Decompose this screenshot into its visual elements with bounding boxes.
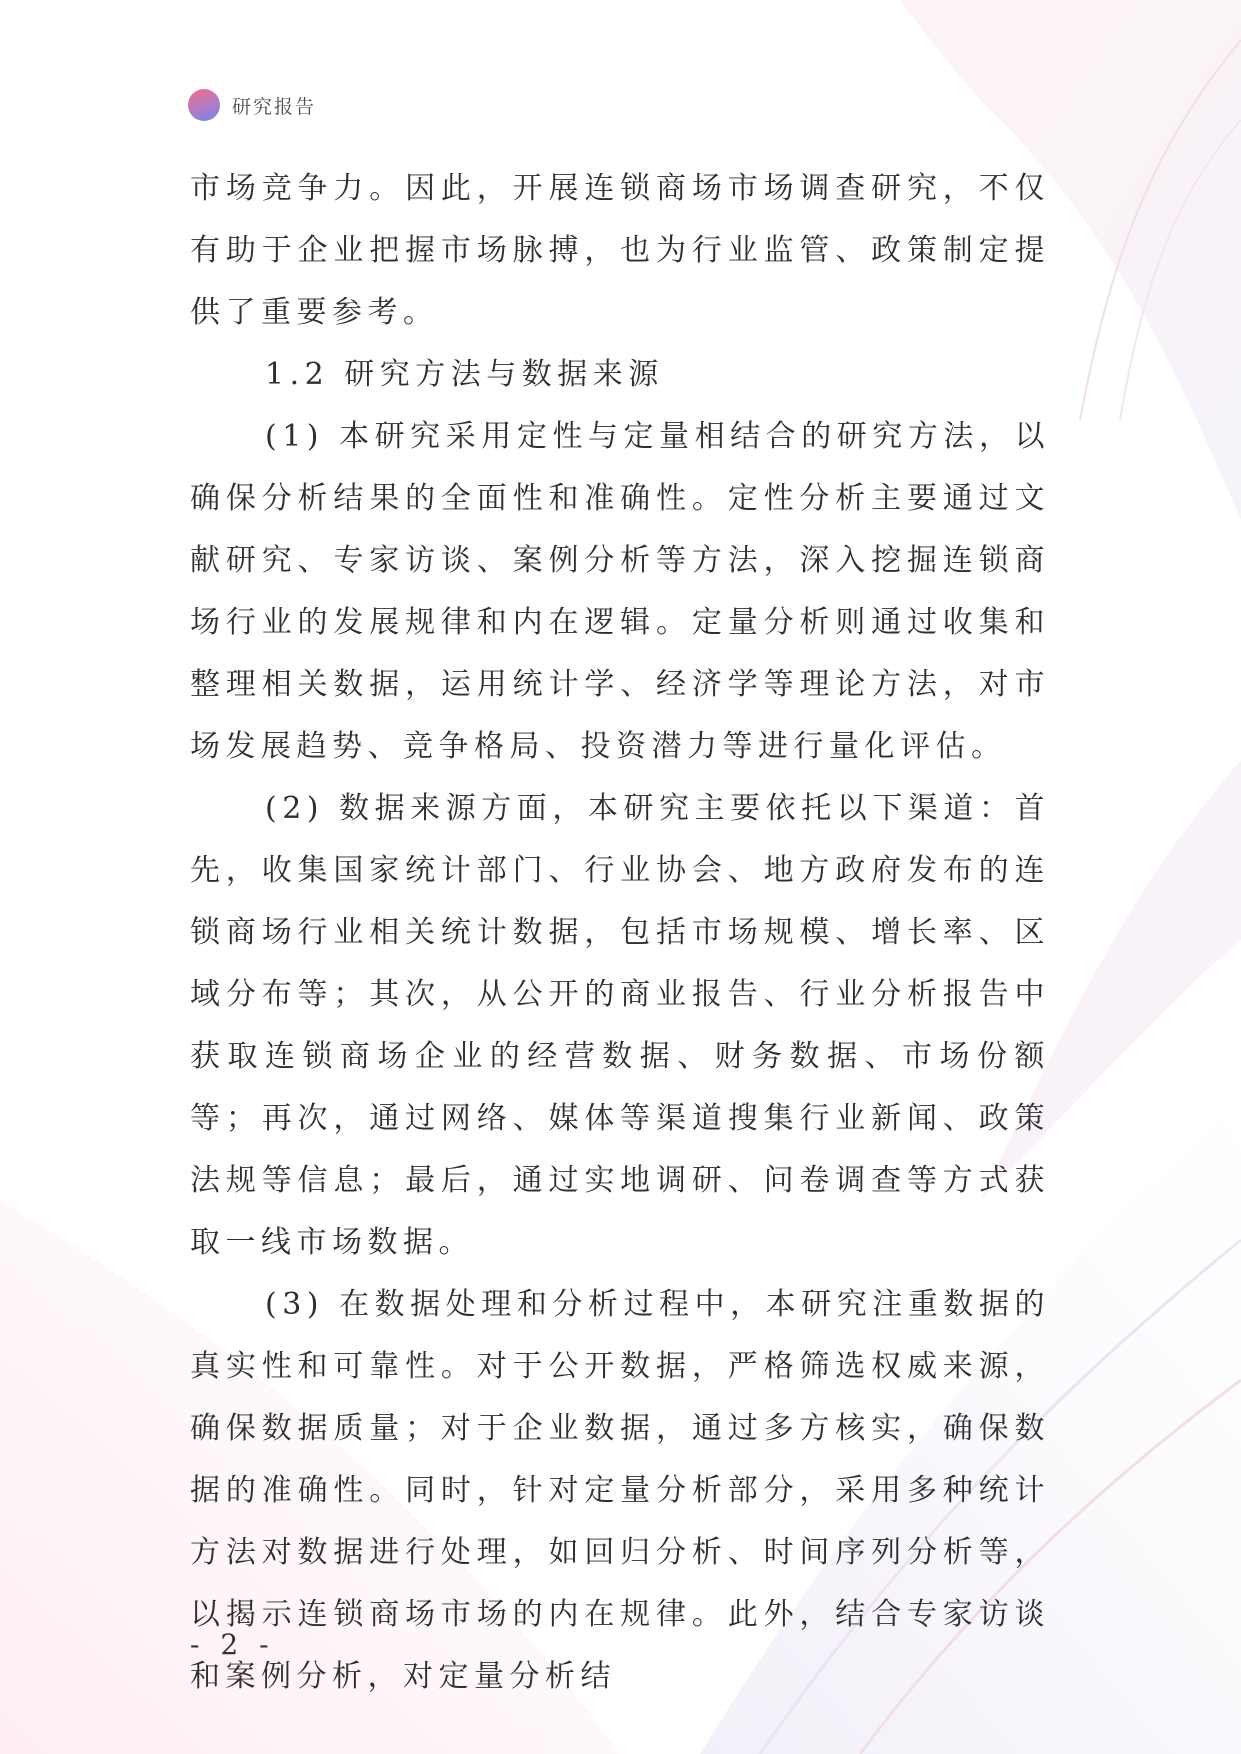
- paragraph-1: (1) 本研究采用定性与定量相结合的研究方法，以确保分析结果的全面性和准确性。定性分析主要通过文献研究、专家访谈、案例分析等方法，深入挖掘连锁商场行业的发展规律和内在逻辑。定量分析则通过收集和整理相关数据，运用统计学、经济学等理论方法，对市场发展趋势、竞争格局、投资潜力等进行量化评估。: [190, 419, 1050, 764]
- page-number: - 2 -: [190, 1628, 275, 1661]
- document-body: [190, 158, 1050, 1708]
- header-title: 研究报告: [232, 95, 317, 118]
- paragraph-continuation: 市场竞争力。因此，开展连锁商场市场调查研究，不仅有助于企业把握市场脉搏，也为行业监管、政策制定提供了重要参考。: [190, 171, 1050, 330]
- paragraph-2: (2) 数据来源方面，本研究主要依托以下渠道：首先，收集国家统计部门、行业协会、地方政府发布的连锁商场行业相关统计数据，包括市场规模、增长率、区域分布等；其次，从公开的商业报告、行业分析报告中获取连锁商场企业的经营数据、财务数据、市场份额等；再次，通过网络、媒体等渠道搜集行业新闻、政策法规等信息；最后，通过实地调研、问卷调查等方式获取一线市场数据。: [190, 791, 1050, 1260]
- page-header: [188, 88, 316, 122]
- logo-circle-icon: [188, 89, 220, 121]
- section-heading: 1.2 研究方法与数据来源: [265, 357, 664, 392]
- paragraph-3: (3) 在数据处理和分析过程中，本研究注重数据的真实性和可靠性。对于公开数据，严格筛选权威来源，确保数据质量；对于企业数据，通过多方核实，确保数据的准确性。同时，针对定量分析部分，采用多种统计方法对数据进行处理，如回归分析、时间序列分析等，以揭示连锁商场市场的内在规律。此外，结合专家访谈和案例分析，对定量分析结: [190, 1287, 1050, 1694]
